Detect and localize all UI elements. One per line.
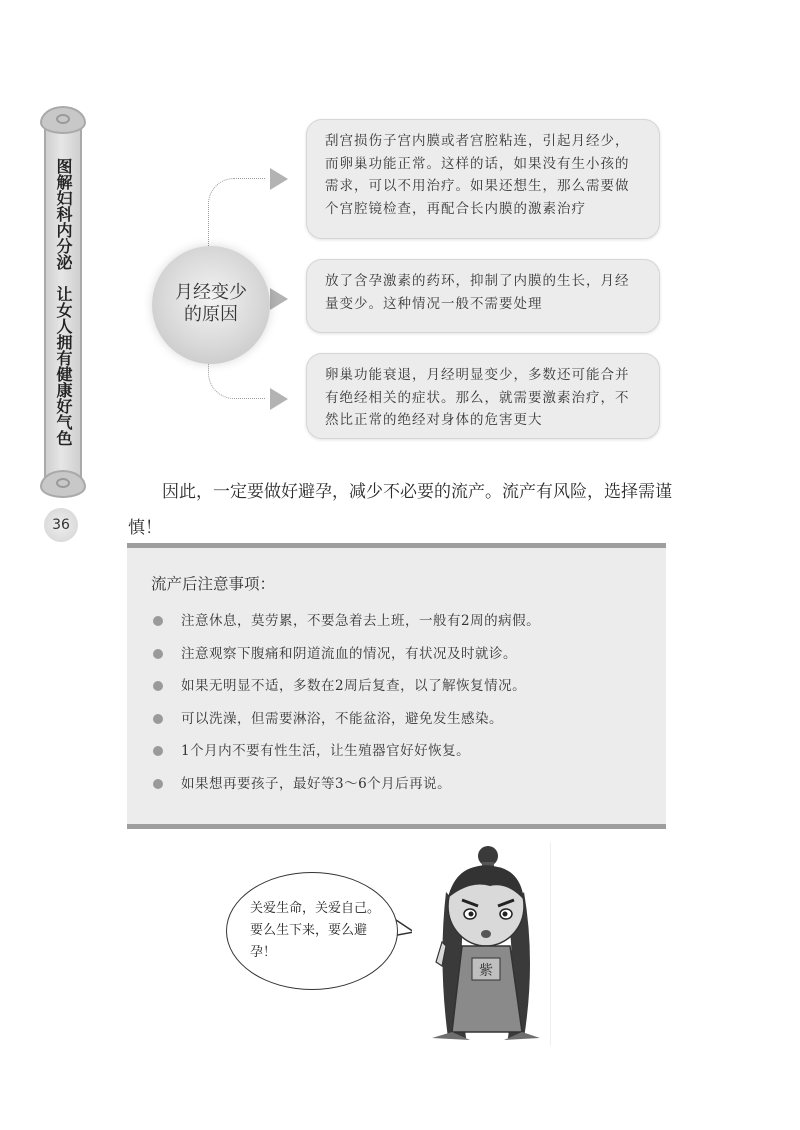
list-item: 可以洗澡，但需要淋浴，不能盆浴，避免发生感染。 xyxy=(151,708,540,741)
notice-title: 流产后注意事项： xyxy=(151,575,276,593)
arrow-icon xyxy=(270,168,288,190)
side-tab-bottom-ornament xyxy=(40,470,86,498)
list-item: 注意休息，莫劳累，不要急着去上班，一般有2周的病假。 xyxy=(151,610,540,643)
hub-label-line1: 月经变少 xyxy=(175,282,247,303)
post-abortion-notice-box xyxy=(127,543,666,829)
bullet-icon xyxy=(153,746,163,756)
book-title-vertical: 图解妇科内分泌 让女人拥有健康好气色 xyxy=(54,158,73,446)
cause-bubble-1: 刮宫损伤子宫内膜或者宫腔粘连，引起月经少，而卵巢功能正常。这样的话，如果没有生小孩的需求，可以不用治疗。如果还想生，那么需要做个宫腔镜检查，再配合长内膜的激素治疗 xyxy=(306,119,660,239)
arrow-icon xyxy=(270,288,288,310)
list-item: 如果无明显不适，多数在2周后复查，以了解恢复情况。 xyxy=(151,675,540,708)
arrow-icon xyxy=(270,388,288,410)
bullet-icon xyxy=(153,714,163,724)
connector-top xyxy=(208,178,265,249)
side-tab-top-ornament xyxy=(40,106,86,134)
speech-text: 关爱生命，关爱自己。要么生下来，要么避孕！ xyxy=(250,901,381,960)
notice-list xyxy=(151,610,540,805)
cartoon-figure xyxy=(412,842,551,1046)
list-item: 如果想再要孩子，最好等3～6个月后再说。 xyxy=(151,773,540,806)
list-item: 1个月内不要有性生活，让生殖器官好好恢复。 xyxy=(151,740,540,773)
bullet-icon xyxy=(153,681,163,691)
bullet-icon xyxy=(153,779,163,789)
chapter-side-tab xyxy=(44,120,82,484)
connector-bottom xyxy=(208,362,265,399)
cartoon-character-icon xyxy=(412,842,550,1046)
cause-bubble-2: 放了含孕激素的药环，抑制了内膜的生长，月经量变少。这种情况一般不需要处理 xyxy=(306,259,660,333)
page-number: 36 xyxy=(44,508,78,542)
bullet-icon xyxy=(153,616,163,626)
cause-bubble-3: 卵巢功能衰退，月经明显变少，多数还可能合并有绝经相关的症状。那么，就需要激素治疗，不然比正常的绝经对身体的危害更大 xyxy=(306,353,660,439)
list-item: 注意观察下腹痛和阴道流血的情况，有状况及时就诊。 xyxy=(151,643,540,676)
body-paragraph: 因此，一定要做好避孕，减少不必要的流产。流产有风险，选择需谨慎！ xyxy=(128,482,672,538)
bullet-icon xyxy=(153,649,163,659)
hub-label-line2: 的原因 xyxy=(184,304,238,325)
shirt-char: 紫 xyxy=(479,963,493,979)
diagram-hub xyxy=(152,246,270,364)
